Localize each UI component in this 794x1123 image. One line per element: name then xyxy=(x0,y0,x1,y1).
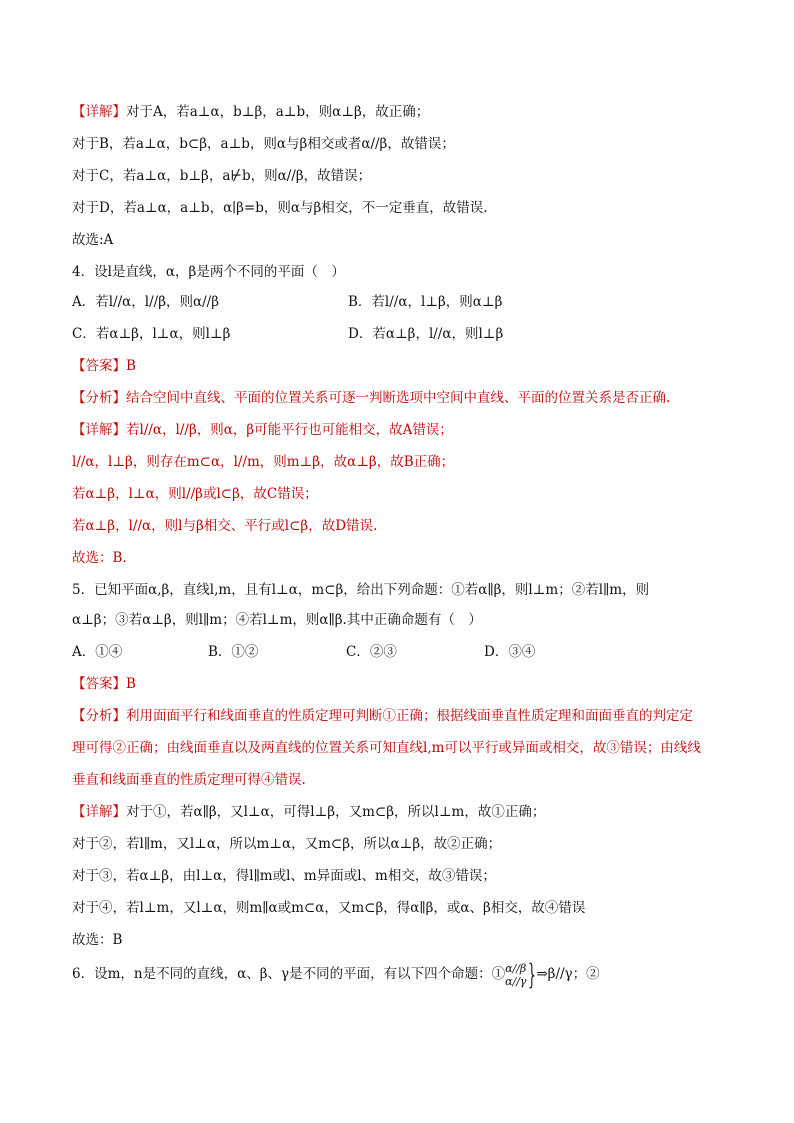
detail-tag: 【详解】 xyxy=(72,422,126,438)
q5-option-a: A．①④ xyxy=(72,644,123,660)
q4-detail-line3: 若α⊥β，l⊥α，则l//β或l⊂β，故C错误； xyxy=(72,486,318,502)
q5-answer-line xyxy=(72,674,738,694)
answer-tag: 【答案】 xyxy=(72,676,126,692)
q6-stem-line xyxy=(72,957,738,991)
answer-tag: 【答案】 xyxy=(72,358,126,374)
q6-sys-top: α//β xyxy=(505,961,527,975)
q3-detail-text1: 对于A，若a⊥α，b⊥β，a⊥b，则α⊥β，故正确； xyxy=(126,104,430,120)
q5-answer: B xyxy=(126,676,136,692)
q4-option-a: A．若l//α，l//β，则α//β xyxy=(72,294,220,310)
detail-tag: 【详解】 xyxy=(72,104,126,120)
q4-answer-line xyxy=(72,356,738,376)
q6-proposition-system xyxy=(505,962,526,988)
q4-answer: B xyxy=(126,358,136,374)
q5-analysis-line1 xyxy=(72,706,738,726)
q4-detail-line4: 若α⊥β，l//α，则l与β相交、平行或l⊂β，故D错误. xyxy=(72,518,378,534)
q5-analysis-line3: 垂直和线面垂直的性质定理可得④错误. xyxy=(72,772,306,788)
q5-detail-line1 xyxy=(72,802,738,822)
right-brace-icon: } xyxy=(527,957,536,991)
q5-analysis-text1: 利用面面平行和线面垂直的性质定理可判断①正确；根据线面垂直性质定理和面面垂直的判定定 xyxy=(126,708,693,724)
analysis-tag: 【分析】 xyxy=(72,708,126,724)
q4-option-c: C．若α⊥β，l⊥α，则l⊥β xyxy=(72,326,231,342)
q5-option-b: B．①② xyxy=(208,644,259,660)
q4-option-b: B．若l//α，l⊥β，则α⊥β xyxy=(348,294,503,310)
q5-detail-text1: 对于①，若α∥β，又l⊥α，可得l⊥β，又m⊂β，所以l⊥m，故①正确； xyxy=(126,804,546,820)
q3-choice: 故选:A xyxy=(72,232,114,248)
q3-detail-line2: 对于B，若a⊥α，b⊂β，a⊥b，则α与β相交或者α//β，故错误； xyxy=(72,136,455,152)
q4-detail-text1: 若l//α，l//β，则α，β可能平行也可能相交，故A错误； xyxy=(126,422,453,438)
q4-analysis: 结合空间中直线、平面的位置关系可逐一判断选项中空间中直线、平面的位置关系是否正确. xyxy=(126,390,671,406)
q4-stem: 4．设l是直线，α，β是两个不同的平面（ ） xyxy=(72,264,345,280)
q5-detail-line4: 对于④，若l⊥m，又l⊥α，则m∥α或m⊂α，又m⊂β，得α∥β，或α、β相交，故④错误 xyxy=(72,900,586,916)
q3-detail-line1 xyxy=(72,102,738,122)
q5-option-c: C．②③ xyxy=(346,644,397,660)
q5-option-d: D．③④ xyxy=(484,644,536,660)
q4-analysis-line xyxy=(72,388,738,408)
q4-option-d: D．若α⊥β，l//α，则l⊥β xyxy=(348,326,504,342)
q6-stem: 6．设m，n是不同的直线，α、β、γ是不同的平面，有以下四个命题：① xyxy=(72,966,506,982)
q3-detail-line4: 对于D，若a⊥α，a⊥b，α∣β=b，则α与β相交，不一定垂直，故错误. xyxy=(72,200,488,216)
detail-tag: 【详解】 xyxy=(72,804,126,820)
q6-conclusion: ⇒β//γ；② xyxy=(536,966,600,982)
q4-detail-line1 xyxy=(72,420,738,440)
q3-detail-line3: 对于C，若a⊥α，b⊥β，a⊬b，则α//β，故错误； xyxy=(72,168,372,184)
q5-stem-line2: α⊥β；③若α⊥β，则l∥m；④若l⊥m，则α∥β.其中正确命题有（ ） xyxy=(72,612,482,628)
q6-sys-bottom: α//γ xyxy=(505,974,527,988)
analysis-tag: 【分析】 xyxy=(72,390,126,406)
q5-detail-line2: 对于②，若l∥m，又l⊥α，所以m⊥α，又m⊂β，所以α⊥β，故②正确； xyxy=(72,836,502,852)
q5-choice: 故选：B xyxy=(72,932,123,948)
q5-stem-line1: 5．已知平面α,β，直线l,m，且有l⊥α，m⊂β，给出下列命题：①若α∥β，则l⊥m；②若l∥m，则 xyxy=(72,582,650,598)
q5-analysis-line2: 理可得②正确；由线面垂直以及两直线的位置关系可知直线l,m可以平行或异面或相交，故③错误；由线线 xyxy=(72,740,701,756)
q4-choice: 故选：B. xyxy=(72,550,127,566)
q5-detail-line3: 对于③，若α⊥β，由l⊥α，得l∥m或l、m异面或l、m相交，故③错误； xyxy=(72,868,496,884)
q4-detail-line2: l//α，l⊥β，则存在m⊂α，l//m，则m⊥β，故α⊥β，故B正确； xyxy=(72,454,455,470)
